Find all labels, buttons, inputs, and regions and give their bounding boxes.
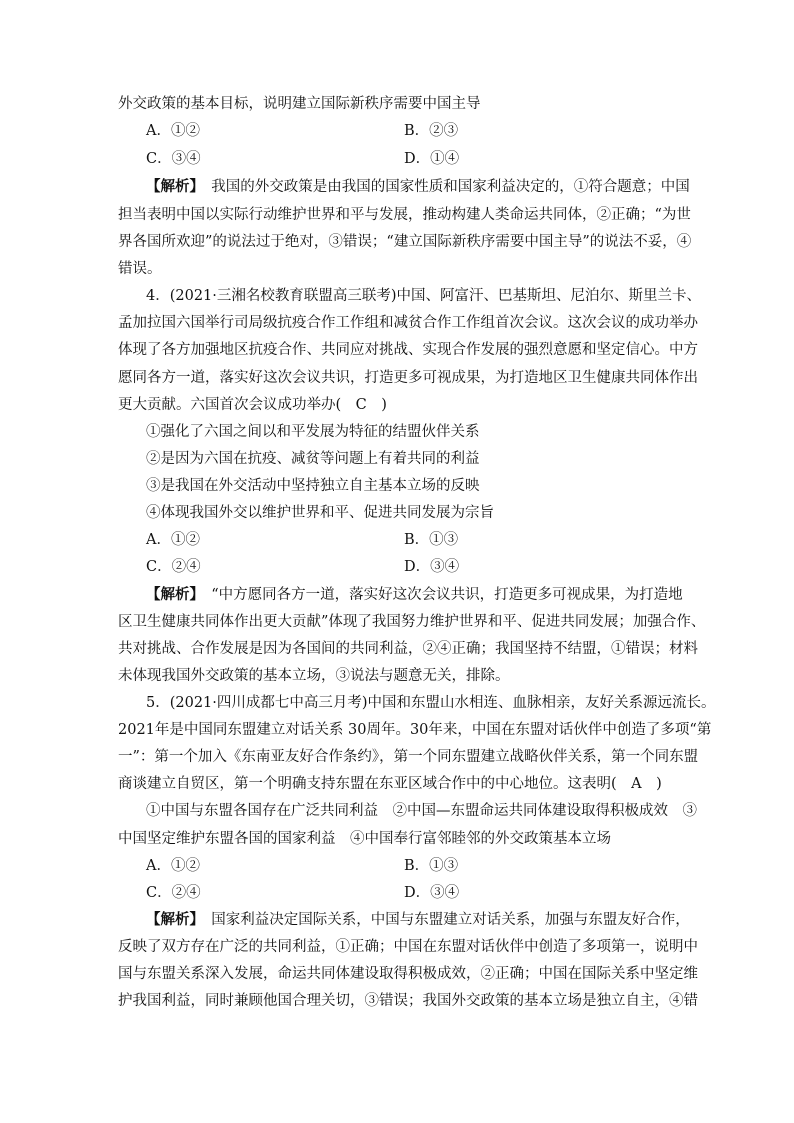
q5-stem-line: 一”：第一个加入《东南亚友好合作条约》，第一个同东盟建立战略伙伴关系，第一个同东盟 <box>118 749 699 765</box>
q4-statement-1: ①强化了六国之间以和平发展为特征的结盟伙伴关系 <box>146 424 480 440</box>
q3-analysis-line: 界各国所欢迎”的说法过于绝对，③错误；“建立国际新秩序需要中国主导”的说法不妥，④ <box>118 234 692 250</box>
q4-stem-line: 4．(2021·三湘名校教育联盟高三联考)中国、阿富汗、巴基斯坦、尼泊尔、斯里兰卡、 <box>146 288 702 304</box>
q4-analysis-line: 未体现我国外交政策的基本立场，③说法与题意无关，排除。 <box>118 668 510 684</box>
q3-option-d: D．①④ <box>404 151 460 167</box>
q4-analysis-line: 区卫生健康共同体作出更大贡献”体现了我国努力维护世界和平、促进共同发展；加强合作、 <box>118 614 706 630</box>
q4-stem-line: 愿同各方一道，落实好这次会议共识，打造更多可视成果，为打造地区卫生健康共同体作出 <box>118 370 698 386</box>
q4-option-d: D．③④ <box>404 559 460 575</box>
q4-statement-4: ④体现我国外交以维护世界和平、促进共同发展为宗旨 <box>146 505 494 521</box>
q5-statements-line: 中国坚定维护东盟各国的国家利益 ④中国奉行富邻睦邻的外交政策基本立场 <box>118 831 611 847</box>
q4-statement-3: ③是我国在外交活动中坚持独立自主基本立场的反映 <box>146 478 480 494</box>
q5-stem-line: 5．(2021·四川成都七中高三月考)中国和东盟山水相连、血脉相亲，友好关系源远流长。 <box>146 695 716 711</box>
q5-analysis-line: 护我国利益，同时兼顾他国合理关切，③错误；我国外交政策的基本立场是独立自主，④错 <box>118 993 698 1009</box>
q3-stem-tail: 外交政策的基本目标，说明建立国际新秩序需要中国主导 <box>118 96 481 112</box>
q5-analysis-label: 【解析】 <box>146 911 197 928</box>
q5-statements-line: ①中国与东盟各国存在广泛共同利益 ②中国—东盟命运共同体建设取得积极成效 ③ <box>146 803 697 819</box>
q4-analysis-line: 共对挑战、合作发展是因为各国间的共同利益，②④正确；我国坚持不结盟，①错误；材料 <box>118 641 698 657</box>
q3-option-a: A．①② <box>146 123 200 139</box>
q3-analysis-line <box>146 177 690 197</box>
q5-option-c: C．②④ <box>146 885 201 901</box>
q5-option-b: B．①③ <box>404 858 459 874</box>
q5-analysis-text: 国家利益决定国际关系，中国与东盟建立对话关系，加强与东盟友好合作， <box>211 912 690 928</box>
q4-stem-line: 体现了各方加强地区抗疫合作、共同应对挑战、实现合作发展的强烈意愿和坚定信心。中方 <box>118 342 698 358</box>
q5-analysis-line: 国与东盟关系深入发展，命运共同体建设取得积极成效，②正确；中国在国际关系中坚定维 <box>118 966 698 982</box>
q3-analysis-line: 担当表明中国以实际行动维护世界和平与发展，推动构建人类命运共同体，②正确；“为世 <box>118 207 691 223</box>
q4-option-c: C．②④ <box>146 559 201 575</box>
q4-stem-line: 更大贡献。六国首次会议成功举办( C ) <box>118 397 387 413</box>
q4-statement-2: ②是因为六国在抗疫、减贫等问题上有着共同的利益 <box>146 451 480 467</box>
q5-analysis-line <box>146 910 690 930</box>
q4-analysis-text: “中方愿同各方一道，落实好这次会议共识，打造更多可视成果，为打造地 <box>211 587 683 603</box>
q3-analysis-text: 我国的外交政策是由我国的国家性质和国家利益决定的，①符合题意；中国 <box>211 179 690 195</box>
q5-option-a: A．①② <box>146 858 200 874</box>
q4-option-b: B．①③ <box>404 532 459 548</box>
q3-option-c: C．③④ <box>146 151 201 167</box>
q3-analysis-line: 错误。 <box>118 261 162 277</box>
q5-stem-line: 2021年是中国同东盟建立对话关系 30周年。30年来，中国在东盟对话伙伴中创造了多项“第 <box>118 722 712 738</box>
q3-analysis-label: 【解析】 <box>146 178 197 195</box>
q5-stem-line: 商谈建立自贸区，第一个明确支持东盟在东亚区域合作中的中心地位。这表明( A ) <box>118 776 662 792</box>
q4-stem-line: 孟加拉国六国举行司局级抗疫合作工作组和减贫合作工作组首次会议。这次会议的成功举办 <box>118 315 698 331</box>
q3-option-b: B．②③ <box>404 123 459 139</box>
q5-option-d: D．③④ <box>404 885 460 901</box>
q4-analysis-line <box>146 585 683 605</box>
q5-analysis-line: 反映了双方存在广泛的共同利益，①正确；中国在东盟对话伙伴中创造了多项第一，说明中 <box>118 939 698 955</box>
q4-option-a: A．①② <box>146 532 200 548</box>
q4-analysis-label: 【解析】 <box>146 586 197 603</box>
